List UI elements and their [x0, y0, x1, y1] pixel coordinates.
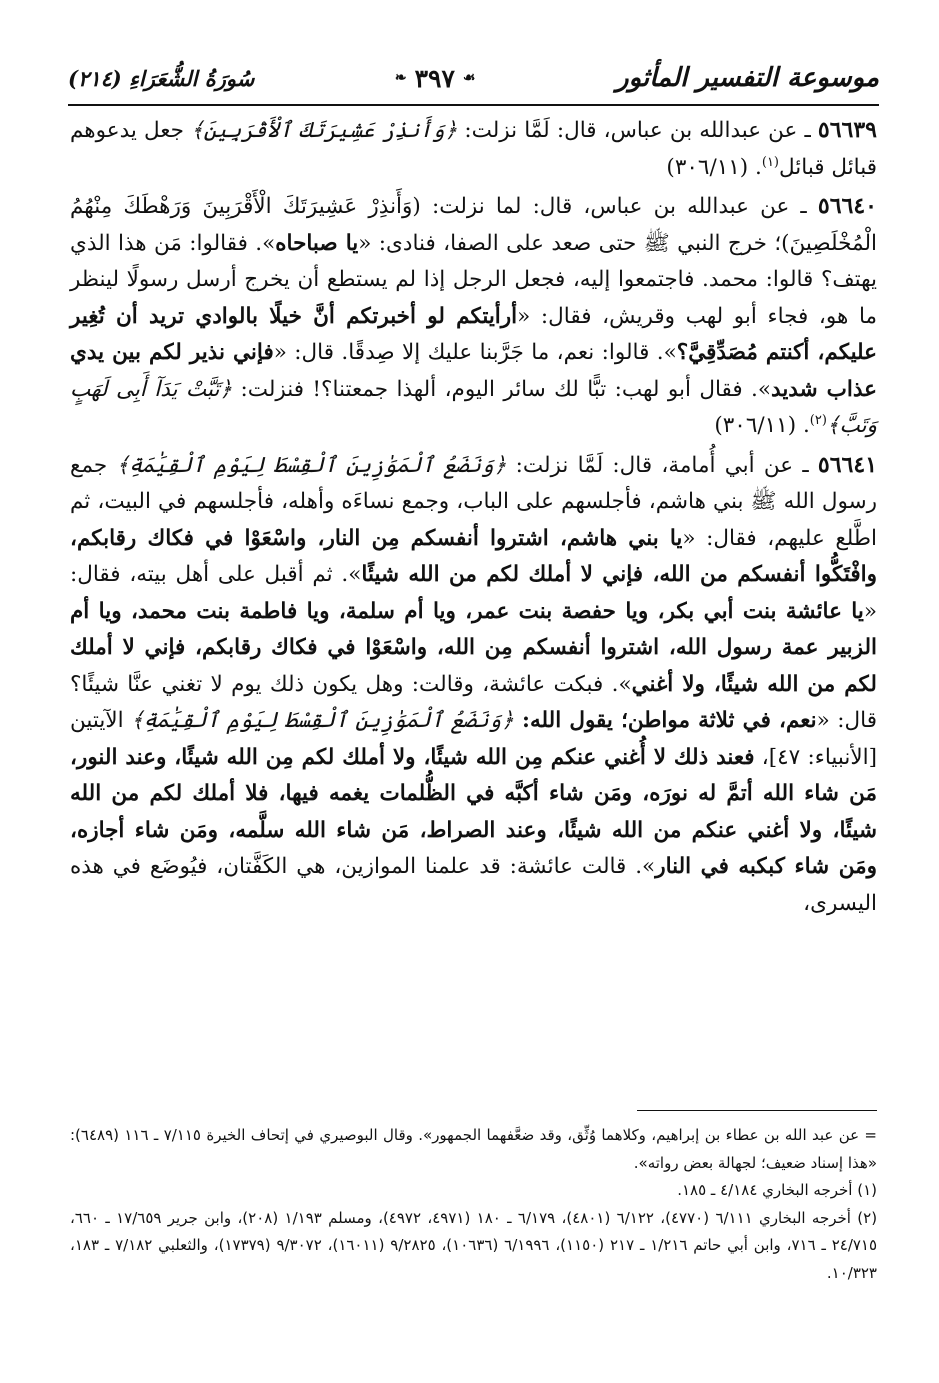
volume-reference: (٣٠٦/١١): [714, 413, 797, 438]
page-number: ٣٩٧: [414, 63, 455, 93]
narration-paragraph: [70, 188, 877, 445]
hadith-bold: فإني نذير لكم بين يدي عذاب شديد: [70, 340, 877, 402]
footnote-2: (٢) أخرجه البخاري ٦/١١١ (٤٧٧٠)، ٦/١٢٢ (٤٨٠١)، ٦/١٧٩ ـ ١٨٠ (٤٩٧١، ٤٩٧٢)، ومسلم ١/١٩٣ (٢٠٨)، وابن جرير ١٧/٦٥٩ ـ ٦٦٠، ٢٤/٧١٥ ـ ٧١٦، وابن أبي حاتم ١/٢١٦ ـ ٢١٧ (١١٥٠)، ٦/١٩٩٦ (١٠٦٣٦)، ٩/٢٨٢٥ (١٦٠١١)، ٩/٣٠٧٢ (١٧٣٧٩)، والثعلبي ٧/١٨٢ ـ ١٨٣، ١٠/٣٢٣.: [70, 1208, 878, 1282]
hadith-bold: فعند ذلك لا أُغني عنكم مِن الله شيئًا، ولا أملك لكم مِن الله شيئًا، وعند النور، مَن شاء الله أتمَّ له نورَه، ومَن شاء أكبَّه في الظُّلمات يغمه فيها، فلا أملك لكم من الله شيئًا، ولا أغني عنكم من الله شيئًا، وعند الصراط، مَن شاء الله سلَّمه، ومَن شاء أجازه، ومَن شاء كبكبه في النار: [70, 744, 877, 879]
footnote-continuation: = عن عبد الله بن عطاء بن إبراهيم، وكلاهما وُثِّق، وقد ضعَّفهما الجمهور». وقال البوصيري في إتحاف الخيرة ٧/١١٥ ـ ١١٦ (٦٤٨٩): «هذا إسناد ضعيف؛ لجهالة بعض رواته».: [70, 1126, 878, 1172]
ornament-right-icon: ☙: [462, 70, 476, 86]
quran-quote: ﴿وَنَضَعُ ٱلْمَوَٰزِينَ ٱلْقِسْطَ لِيَوْمِ ٱلْقِيَٰمَةِ﴾: [131, 708, 514, 733]
hadith-bold: يا صباحاه: [275, 230, 359, 256]
page-header: [68, 52, 879, 106]
hadith-bold: نعم، في ثلاثة مواطن؛ يقول الله:: [513, 708, 817, 733]
hadith-bold: يا عائشة بنت أبي بكر، ويا حفصة بنت عمر، ويا أم سلمة، ويا فاطمة بنت محمد، ويا أم الزبير عمة رسول الله، اشتروا أنفسكم مِن الله، واسْعَوْا في فكاك رقابكم، فإني لا أملك لكم من الله شيئًا، ولا أغني: [70, 598, 877, 697]
narration-number: ٥٦٦٤٠: [817, 193, 877, 219]
narration-text: ـ عن عبدالله بن عباس، قال: لما نزلت: (وَأَنذِرْ عَشِيرَتَكَ الْأَقْرَبِينَ وَرَهْطَكَ مِنْهُمُ الْمُخْلَصِينَ)؛ خرج النبي ﷺ حتى صعد على الصفا، فنادى: «: [70, 194, 878, 256]
quran-quote: ﴿وَنَضَعُ ٱلْمَوَٰزِينَ ٱلْقِسْطَ لِيَوْمِ ٱلْقِيَٰمَةِ﴾: [116, 452, 507, 478]
footnote-marker[interactable]: (١): [761, 154, 779, 170]
page-number-block: [395, 64, 476, 93]
quran-quote: ﴿تَبَّتْ يَدَآ أَبِى لَهَبٍ وَتَبَّ﴾: [70, 376, 877, 438]
narration-number: ٥٦٦٤١: [817, 451, 878, 478]
main-text: [70, 112, 877, 924]
narration-text: .: [796, 413, 810, 438]
book-title: موسوعة التفسير المأثور: [616, 63, 879, 93]
narration-text: الآيتين [الأنبياء: ٤٧]،: [70, 708, 877, 770]
footnote-marker[interactable]: (٢): [809, 412, 827, 428]
narration-text: ». ثم أقبل على أهل بيته، فقال: «: [70, 562, 877, 624]
narration-text: جمع رسول الله ﷺ بني هاشم، فأجلسهم على الباب، وجمع نساءَه وأهله، فأجلسهم في البيت، ثم اطَّلع عليهم، فقال: «: [70, 452, 877, 551]
narration-text: ـ عن عبدالله بن عباس، قال: لَمَّا نزلت:: [457, 118, 818, 143]
narration-text: ـ عن أبي أُمامة، قال: لَمَّا نزلت:: [506, 452, 818, 478]
narration-paragraph: [70, 447, 877, 923]
quran-quote: ﴿وَأَنذِرْ عَشِيرَتَكَ ٱلْأَقْرَبِينَ﴾: [191, 118, 458, 143]
narration-text: ». فبكت عائشة، وقالت: وهل يكون ذلك يوم لا تغني عنَّا شيئًا؟ قال: «: [70, 671, 877, 733]
hadith-bold: أرأيتكم لو أخبرتكم أنَّ خيلًا بالوادي تريد أن تُغِير عليكم، أكنتم مُصَدِّقِيَّ؟: [70, 303, 877, 365]
narration-text: ». قالت عائشة: قد علمنا الموازين، هي الكَفَّتان، فيُوضَع في هذه اليسرى،: [70, 854, 877, 916]
narration-text: ». فقال أبو لهب: تبًّا لك سائر اليوم، ألهذا جمعتنا؟! فنزلت:: [232, 376, 772, 402]
narration-text: .: [748, 154, 762, 180]
footnote-divider: [637, 1110, 877, 1111]
footnotes: [70, 1122, 877, 1287]
ornament-left-icon: ❧: [394, 70, 407, 86]
narration-text: جعل يدعوهم قبائل قبائل: [70, 118, 877, 180]
hadith-bold: يا بني هاشم، اشتروا أنفسكم مِن النار، واسْعَوْا في فكاك رقابكم، وافْتَكُّوا أنفسكم من الله، فإني لا أملك لكم من الله شيئًا: [70, 525, 877, 587]
narration-text: ». فقالوا: مَن هذا الذي يهتف؟ قالوا: محمد. فاجتمعوا إليه، فجعل الرجل إذا لم يستطع أن يخرج أرسل رسولًا لينظر ما هو، فجاء أبو لهب وقريش، فقال: «: [70, 230, 878, 329]
surah-label: سُورَةُ الشُّعَرَاءِ (٢١٤): [68, 65, 255, 91]
narration-text: ». قالوا: نعم، ما جَرَّبنا عليك إلا صِدقًا. قال: «: [273, 340, 677, 365]
narration-paragraph: [70, 112, 877, 186]
narration-number: ٥٦٦٣٩: [817, 117, 877, 143]
volume-reference: (٣٠٦/١١): [666, 154, 749, 180]
footnote-1: (١) أخرجه البخاري ٤/١٨٤ ـ ١٨٥.: [677, 1181, 877, 1199]
